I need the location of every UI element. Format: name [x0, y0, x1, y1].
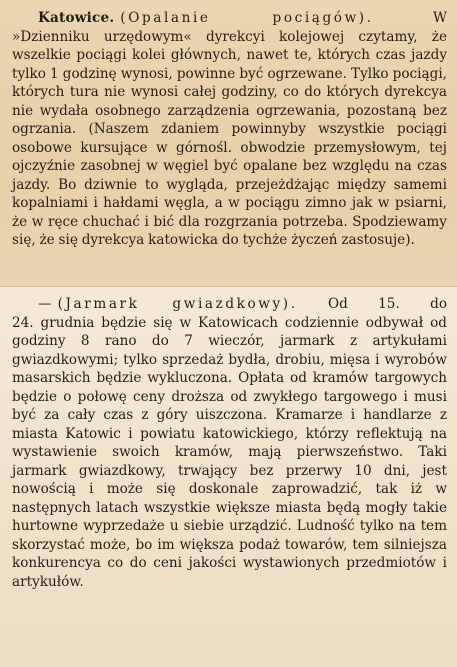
news-clipping-christmas-market: [0, 286, 457, 667]
article-dash: —: [38, 296, 52, 312]
article-body: »Dzienniku urzędowym« dyrekcyi kolejowej czytamy, że wszelkie pociągi kolei głównych, nawet te, których czas jazdy tylko 1 godzinę wynosi, powinne być ogrzewane. Tylko pociągi, których tura nie wynosi całej godziny, co do których dyrekcya nie wydała osobnego zarządzenia ogrzewania, pozostaną bez ogrzania. (Naszem zdaniem powinnyby wszystkie pociągi osobowe kursujące w górnośl. obwodzie przemysłowym, tej ojczyźnie zasobnej w węgiel być opalane bez względu na czas jazdy. Bo dziwnie to wygląda, przejeżdżając między samemi kopalniami i hałdami węgla, a w pociągu zimno jak w psiarni, że w ręce chuchać i bić dla rozgrzania potrzeba. Spodziewamy się, że się dyrekcya katowicka do tychże życzeń zastosuje).: [12, 28, 447, 248]
article-body: 24. grudnia będzie się w Katowicach codziennie odbywał od godziny 8 rano do 7 wieczór, jarmark z artykułami gwiazdkowymi; tylko sprzedaż bydła, drobiu, mięsa i wyrobów masarskich będzie wykluczona. Opłata od kramów targowych będzie o połowę ceny droższa od zwykłego targowego i musi być za cały czas z góry uiszczona. Kramarze i handlarze z miasta Katowic i powiatu katowickiego, którzy reflektują na wystawienie swoich kramów, mają pierwszeństwo. Taki jarmark gwiazdkowy, trwający bez przerwy 10 dni, jest nowością i może się doskonale zaprowadzić, tak iż w następnych latach wszystkie większe miasta będą mogły takie hurtowne wyprzedaże u siebie urządzić. Ludność tylko na tem skorzystać może, bo im większa podaż towarów, tem silniejsza konkurencya co do ceni jakości wystawionych przedmiotów i artykułów.: [12, 314, 447, 590]
article-rubric-heading: (Jarmark gwiazdkowy).: [57, 296, 298, 312]
paper-edge-notch: [0, 287, 34, 293]
article-place-heading: Katowice.: [38, 10, 115, 26]
article-text: [12, 9, 447, 250]
article-lead-words: Od 15. do: [327, 296, 448, 312]
article-lead-word: W: [433, 10, 447, 26]
article-text: [12, 295, 447, 591]
article-first-line: [12, 295, 447, 314]
news-clipping-heating-trains: [0, 0, 457, 286]
article-rubric-heading: (Opalanie pociągów).: [120, 10, 374, 26]
article-first-line: [12, 9, 447, 28]
